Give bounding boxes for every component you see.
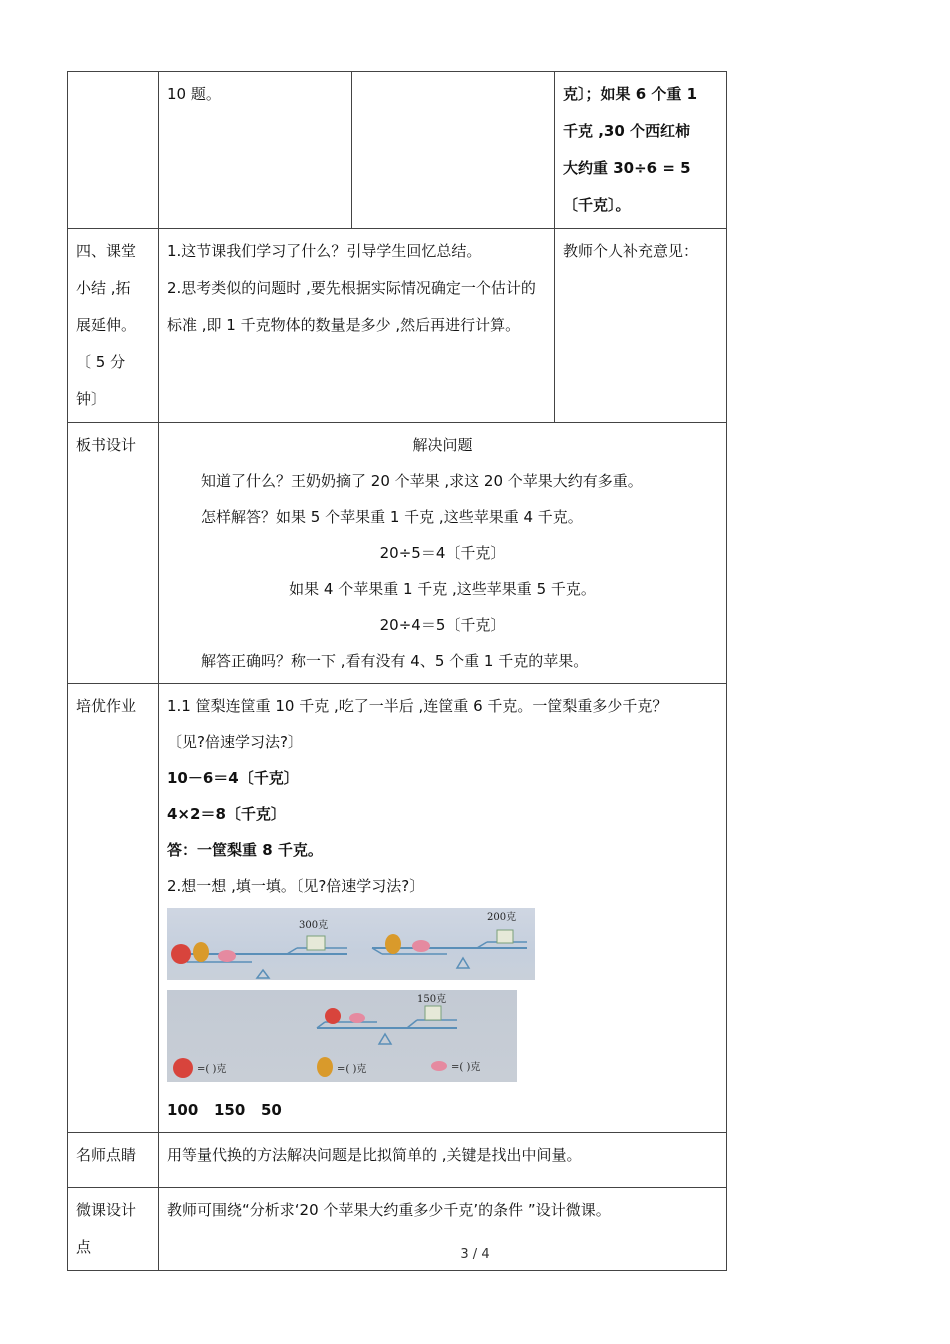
summary-content: 1.这节课我们学习了什么？引导学生回忆总结。 2.思考类似的问题时 ,要先根据实际情况确定一个估计的标准 ,即 1 千克物体的数量是多少 ,然后再进行计算。 [159, 229, 555, 423]
micro-label: 微课设计 点 [68, 1188, 159, 1271]
homework-label: 培优作业 [68, 684, 159, 1133]
pear-icon [385, 934, 401, 954]
homework-row [68, 684, 727, 1133]
homework-content: 1.1 筐梨连筐重 10 千克 ,吃了一半后 ,连筐重 6 千克。一筐梨重多少千克？ 〔见?倍速学习法?〕 10－6＝4〔千克〕 4×2＝8〔千克〕 答：一筐梨重 8 千克。 2.想一想 ,填一填。〔见?倍速学习法?〕 300克 200克 150克 =( )克 =( )克 =( )克 100 150 50 [159, 684, 727, 1133]
peach-icon [349, 1013, 365, 1023]
teacher-note: 教师个人补充意见： [555, 229, 727, 423]
board-label: 板书设计 [68, 423, 159, 684]
board-title: 解决问题 [412, 436, 473, 454]
continuation-text: 10 题。 [159, 72, 352, 229]
apple-icon [325, 1008, 341, 1024]
pear-blank: =( )克 [337, 1064, 367, 1075]
micro-text: 教师可围绕“分析求‘20 个苹果大约重多少千克’的条件 ”设计微课。 [159, 1188, 727, 1271]
peach-blank: =( )克 [451, 1062, 481, 1073]
continuation-row [68, 72, 727, 229]
peach-icon [431, 1061, 447, 1071]
page-number: 3 / 4 [460, 1247, 490, 1262]
teacher-tip-text: 用等量代换的方法解决问题是比拟简单的 ,关键是找出中间量。 [159, 1133, 727, 1188]
homework-answers: 100 150 50 [167, 1101, 282, 1119]
pear-icon [317, 1057, 333, 1077]
balance-picture-2 [167, 990, 517, 1082]
apple-icon [171, 944, 191, 964]
teacher-tip-label: 名师点睛 [68, 1133, 159, 1188]
board-row [68, 423, 727, 684]
weight-label-200: 200克 [487, 912, 517, 923]
pear-icon [193, 942, 209, 962]
weight-label-150: 150克 [417, 994, 447, 1005]
summary-row [68, 229, 727, 423]
apple-icon [173, 1058, 193, 1078]
summary-label: 四、课堂 小结 ,拓 展延伸。 〔 5 分 钟〕 [68, 229, 159, 423]
balance-picture-1 [167, 908, 535, 980]
weight-label-300: 300克 [299, 920, 329, 931]
apple-blank: =( )克 [197, 1064, 227, 1075]
weight-icon [497, 930, 513, 943]
empty-cell [352, 72, 555, 229]
teacher-tip-row [68, 1133, 727, 1188]
lesson-plan-table [67, 71, 727, 1271]
weight-icon [425, 1006, 441, 1020]
weight-icon [307, 936, 325, 950]
peach-icon [218, 950, 236, 962]
board-content: 解决问题 知道了什么？王奶奶摘了 20 个苹果 ,求这 20 个苹果大约有多重。 怎样解答？如果 5 个苹果重 1 千克 ,这些苹果重 4 千克。 20÷5＝4〔千克〕 如果 4 个苹果重 1 千克 ,这些苹果重 5 千克。 20÷4＝5〔千克〕 解答正确吗？称一下 ,看有没有 4、5 个重 1 千克的苹果。 [159, 423, 727, 684]
continuation-answer: 克〕；如果 6 个重 1 千克 ,30 个西红柿 大约重 30÷6 = 5 〔千克〕。 [555, 72, 727, 229]
empty-label-cell [68, 72, 159, 229]
peach-icon [412, 940, 430, 952]
